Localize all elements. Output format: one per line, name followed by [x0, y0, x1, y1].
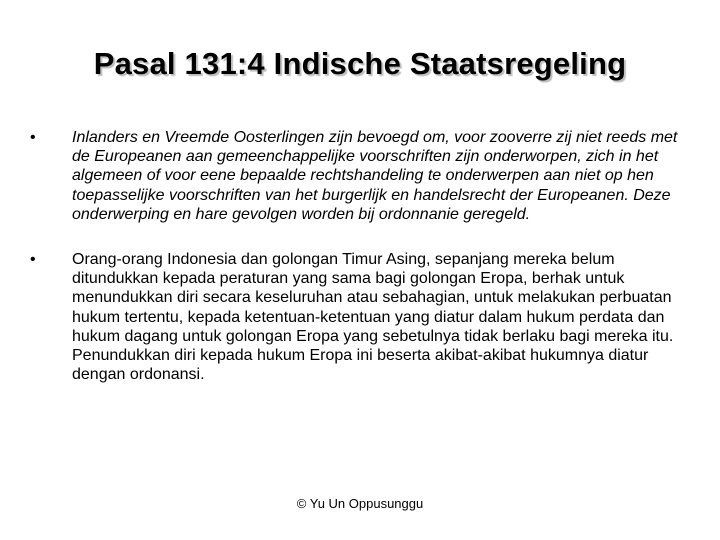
footer-copyright: © Yu Un Oppusunggu [296, 496, 424, 511]
slide-title: Pasal 131:4 Indische Staatsregeling [93, 46, 627, 81]
bullet-item-dutch [30, 128, 680, 224]
bullet-item-indonesian [30, 250, 680, 384]
bullet-list [30, 128, 680, 384]
bullet-icon: • [30, 251, 36, 269]
bullet-icon: • [30, 129, 36, 146]
bullet-text-dutch: Inlanders en Vreemde Oosterlingen zijn bevoegd om, voor zooverre zij niet reeds met de Europeanen aan gemeenchappelijke voorschriften zijn onderworpen, zich in het algemeen of voor eene bepaalde rechtshandeling te onderwerpen aan niet op hen toepasselijke voorschriften van het burgerlijk en handelsrecht der Europeanen. Deze onderwerping en hare gevolgen worden bij ordonnanie geregeld. [72, 129, 678, 223]
bullet-text-indonesian: Orang-orang Indonesia dan golongan Timur Asing, sepanjang mereka belum ditundukkan kepada peraturan yang sama bagi golongan Eropa, berhak untuk menundukkan diri secara keseluruhan atau sebahagian, untuk melakukan perbuatan hukum tertentu, kepada ketentuan-ketentuan yang diatur dalam hukum perdata dan hukum dagang untuk golongan Eropa yang sebetulnya tidak berlaku bagi mereka itu. Penundukkan diri kepada hukum Eropa ini beserta akibat-akibat hukumnya diatur dengan ordonansi. [72, 251, 674, 384]
